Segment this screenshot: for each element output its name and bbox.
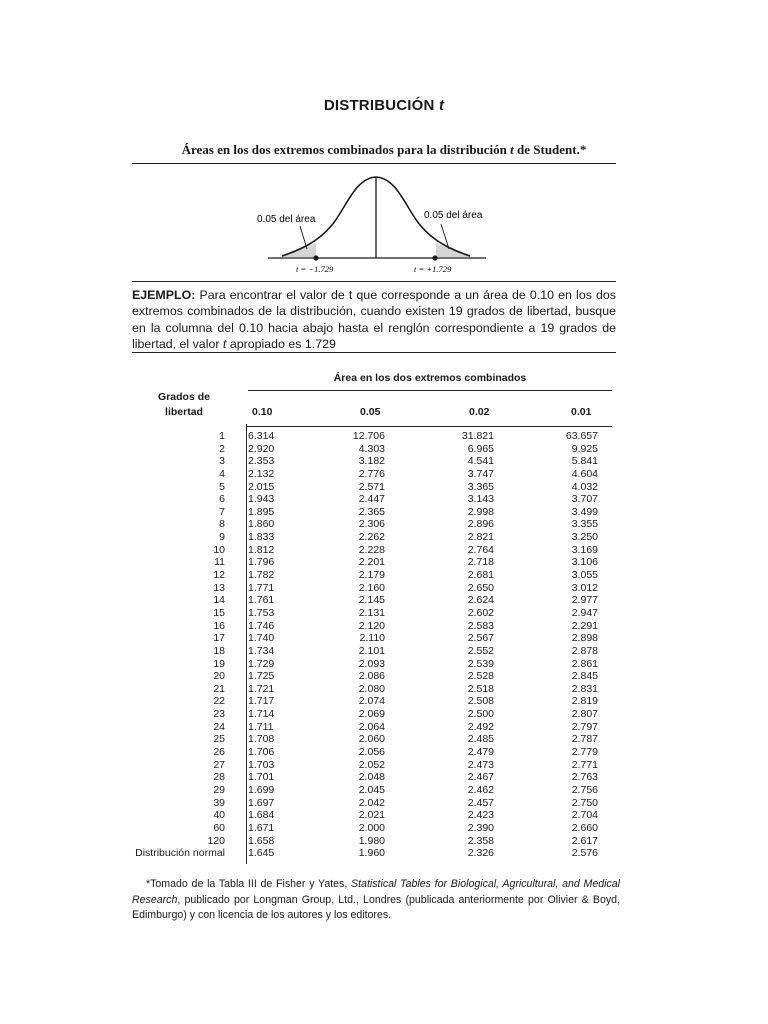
row-val-010: 1.711 [248,720,274,733]
row-val-002: 2.764 [467,543,494,556]
right-area-label: 0.05 del área [424,210,483,221]
row-val-010: 1.684 [248,809,275,822]
df-header-line2: libertad [165,406,203,418]
row-val-001: 2.831 [571,682,598,695]
row-val-005: 2.110 [359,632,385,645]
row-val-010: 1.812 [248,543,275,556]
footnote [132,877,620,924]
table-row [0,759,768,772]
row-val-005: 2.306 [358,518,385,531]
example-label: EJEMPLO: [132,288,196,302]
row-val-010: 2.353 [248,455,275,468]
row-val-005: 2.179 [358,569,385,582]
row-df: 4 [219,467,225,480]
row-df: 40 [213,809,225,822]
row-val-002: 2.492 [467,720,494,733]
row-val-002: 2.583 [467,619,494,632]
row-val-002: 2.821 [467,531,494,544]
row-val-002: 2.423 [467,809,494,822]
row-val-001: 2.617 [571,834,598,847]
t-distribution-figure [0,165,768,280]
df-header-line1: Grados de [158,391,210,403]
table-row [0,645,768,658]
row-val-010: 1.721 [248,682,275,695]
row-df: 6 [219,493,225,506]
row-val-005: 12.706 [352,430,385,442]
df-header [130,390,238,420]
row-val-001: 2.845 [571,670,598,683]
row-val-005: 2.060 [358,733,385,746]
row-val-010: 1.697 [248,796,275,809]
table-row [0,556,768,569]
row-val-010: 1.671 [248,821,275,834]
row-val-005: 2.056 [358,746,385,759]
row-val-002: 2.457 [467,796,494,809]
row-val-001: 2.763 [571,771,598,784]
row-val-005: 2.201 [358,556,385,569]
row-val-005: 2.074 [358,695,385,708]
row-val-002: 2.650 [467,581,494,594]
table-row [0,569,768,582]
t-table-body [0,430,768,860]
row-val-002: 2.528 [467,670,494,683]
row-val-005: 2.052 [358,758,385,771]
example-text-1: Para encontrar el valor de t que corresponde a un área de 0.10 en los dos extremos combinados de la distribución, cuando existen 19 grados de libertad, busque en la columna del 0.10 hacia abajo hasta el renglón correspondiente a 19 grados de libertad, el valor [132,288,616,352]
row-val-005: 2.160 [358,581,385,594]
row-val-001: 4.032 [571,480,598,493]
table-row [0,481,768,494]
row-val-010: 1.645 [248,847,275,860]
subtitle-after: de Student.* [517,142,587,157]
row-val-005: 2.021 [358,809,385,822]
example-bottom-rule [132,352,616,353]
row-val-002: 2.539 [467,657,494,670]
row-val-001: 5.841 [571,455,598,468]
title-symbol: t [438,97,445,114]
row-val-002: 2.998 [467,505,494,518]
area-header-rule [248,390,612,391]
table-row [0,443,768,456]
table-row [0,531,768,544]
col-header-002: 0.02 [469,406,490,418]
row-val-002: 31.821 [461,430,494,442]
row-df: 39 [213,796,225,809]
row-val-010: 1.734 [248,644,275,657]
right-t-label: t = +1.729 [414,264,452,274]
row-val-002: 2.896 [467,518,494,531]
row-val-001: 9.925 [571,442,598,455]
row-val-010: 1.782 [248,569,275,582]
table-row [0,746,768,759]
row-df: Distribución normal [135,847,225,860]
row-val-001: 2.787 [571,733,598,746]
row-val-010: 1.708 [248,733,275,746]
row-val-001: 4.604 [571,467,598,480]
table-header-rule [246,426,612,427]
row-val-002: 2.718 [467,556,494,569]
row-df: 20 [213,670,225,683]
row-val-010: 1.895 [248,505,275,518]
row-val-010: 2.132 [248,467,275,480]
row-val-001: 3.169 [571,543,598,556]
row-df: 10 [213,543,225,556]
row-val-002: 3.143 [467,493,494,506]
row-val-002: 2.602 [467,606,494,619]
row-df: 26 [213,746,225,759]
col-header-001: 0.01 [571,406,592,418]
table-row [0,468,768,481]
row-val-010: 2.920 [248,442,275,455]
subtitle-symbol: t [510,142,514,157]
row-val-002: 2.479 [467,746,494,759]
table-row [0,733,768,746]
row-val-005: 2.228 [358,543,385,556]
row-val-002: 4.541 [467,455,494,468]
row-val-002: 2.508 [467,695,494,708]
left-t-point [313,255,318,260]
row-val-001: 2.878 [571,644,598,657]
row-val-010: 1.729 [248,657,275,670]
row-val-002: 2.552 [467,644,494,657]
table-row [0,822,768,835]
row-val-005: 1.960 [358,847,385,860]
subtitle [0,142,768,158]
table-row [0,544,768,557]
row-val-005: 4.303 [358,442,385,455]
row-val-010: 1.714 [248,708,275,721]
table-row [0,620,768,633]
row-val-005: 2.042 [358,796,385,809]
row-val-005: 2.131 [358,606,385,619]
row-val-001: 2.756 [571,783,598,796]
row-df: 1 [219,430,225,442]
row-val-001: 2.660 [571,821,598,834]
row-val-002: 2.500 [467,708,494,721]
page-title [0,97,768,114]
table-row [0,518,768,531]
row-val-005: 2.571 [358,480,385,493]
example-symbol: t [222,337,227,352]
row-val-002: 2.473 [467,758,494,771]
table-row [0,632,768,645]
row-val-002: 2.485 [467,733,494,746]
left-area-label: 0.05 del área [257,214,316,225]
row-val-001: 2.750 [571,796,598,809]
example-top-rule [132,281,616,282]
row-val-005: 2.145 [358,594,385,607]
row-val-001: 2.977 [571,594,598,607]
row-df: 19 [213,657,225,670]
row-df: 8 [219,518,225,531]
right-t-point [432,255,437,260]
row-val-005: 3.182 [358,455,385,468]
area-header: Área en los dos extremos combinados [333,372,527,384]
table-row [0,784,768,797]
row-val-001: 3.012 [571,581,598,594]
table-row [0,721,768,734]
table-row [0,695,768,708]
example-text-2: apropiado es 1.729 [229,337,336,352]
row-val-010: 1.796 [248,556,275,569]
row-val-010: 1.699 [248,783,275,796]
table-row [0,670,768,683]
row-val-002: 2.467 [467,771,494,784]
row-val-001: 3.055 [571,569,598,582]
table-row [0,506,768,519]
table-row [0,771,768,784]
col-header-010: 0.10 [252,406,273,418]
row-df: 17 [213,632,225,645]
row-val-001: 3.499 [571,505,598,518]
row-val-005: 1.980 [358,834,385,847]
row-val-005: 2.000 [358,821,385,834]
row-df: 14 [213,594,225,607]
row-val-005: 2.080 [358,682,385,695]
row-val-002: 2.358 [467,834,494,847]
row-val-001: 2.291 [571,619,598,632]
row-val-005: 2.064 [358,720,385,733]
row-val-001: 2.819 [571,695,598,708]
row-val-010: 1.717 [248,695,275,708]
row-val-010: 2.015 [248,480,275,493]
row-val-001: 2.771 [571,758,598,771]
row-val-010: 1.833 [248,531,275,544]
table-row [0,797,768,810]
row-val-010: 1.860 [248,518,275,531]
footnote-italic: Statistical Tables for Biological, Agricultural, and Medical Research [132,878,621,906]
row-val-002: 2.326 [467,847,494,860]
table-row [0,455,768,468]
example-paragraph [132,287,616,353]
subtitle-before: Áreas en los dos extremos combinados para la distribución [181,142,507,157]
row-val-005: 2.262 [358,531,385,544]
row-val-001: 3.250 [571,531,598,544]
row-val-002: 6.965 [467,442,494,455]
row-val-001: 63.657 [565,430,598,442]
table-row [0,582,768,595]
table-row [0,847,768,860]
row-val-005: 2.086 [358,670,385,683]
row-val-010: 1.943 [248,493,275,506]
row-val-010: 1.658 [248,834,275,847]
row-val-010: 6.314 [248,430,275,442]
row-df: 9 [219,531,225,544]
row-val-002: 2.462 [467,783,494,796]
table-row [0,493,768,506]
row-val-001: 2.807 [571,708,598,721]
left-pointer [300,226,307,249]
row-df: 23 [213,708,225,721]
footnote-part1: *Tomado de la Tabla III de Fisher y Yates, [146,878,348,890]
table-row [0,683,768,696]
row-val-001: 2.861 [571,657,598,670]
row-df: 15 [213,606,225,619]
col-header-005: 0.05 [360,406,381,418]
row-df: 3 [219,455,225,468]
table-row [0,430,768,443]
row-df: 24 [213,720,225,733]
row-df: 28 [213,771,225,784]
table-row [0,594,768,607]
row-val-002: 3.747 [467,467,494,480]
row-df: 21 [213,682,225,695]
row-val-010: 1.725 [248,670,275,683]
row-val-002: 2.681 [467,569,494,582]
row-df: 7 [219,505,225,518]
row-val-002: 2.518 [467,682,494,695]
row-val-001: 2.779 [571,746,598,759]
row-val-010: 1.701 [248,771,275,784]
row-val-005: 2.120 [358,619,385,632]
row-val-005: 2.045 [358,783,385,796]
row-val-001: 3.106 [571,556,598,569]
row-val-010: 1.703 [248,758,275,771]
row-df: 13 [213,581,225,594]
row-val-002: 2.390 [467,821,494,834]
row-val-010: 1.761 [248,594,275,607]
row-df: 16 [213,619,225,632]
row-val-005: 2.048 [358,771,385,784]
row-df: 60 [213,821,225,834]
row-val-002: 3.365 [467,480,494,493]
row-val-001: 2.947 [571,606,598,619]
row-val-005: 2.365 [358,505,385,518]
row-val-010: 1.706 [248,746,275,759]
row-df: 120 [207,834,225,847]
row-df: 18 [213,644,225,657]
row-df: 11 [214,556,225,569]
row-val-001: 2.704 [571,809,598,822]
row-df: 25 [213,733,225,746]
row-val-005: 2.069 [358,708,385,721]
row-val-001: 2.576 [571,847,598,860]
row-df: 12 [213,569,225,582]
top-rule [132,163,616,164]
row-val-002: 2.567 [467,632,494,645]
row-val-001: 2.797 [571,720,598,733]
table-row [0,809,768,822]
table-row [0,607,768,620]
row-val-001: 2.898 [571,632,598,645]
table-row [0,708,768,721]
row-val-005: 2.093 [358,657,385,670]
table-row [0,658,768,671]
row-val-001: 3.355 [571,518,598,531]
row-val-001: 3.707 [571,493,598,506]
row-df: 22 [213,695,225,708]
row-df: 2 [219,442,225,455]
row-val-005: 2.776 [358,467,385,480]
row-val-010: 1.740 [248,632,275,645]
footnote-part2: , publicado por Longman Group, Ltd., Londres (publicada anteriormente por Olivier & Boyd, Edimburgo) y con licencia de los autores y los editores. [132,893,620,921]
row-df: 29 [213,783,225,796]
row-val-005: 2.447 [358,493,385,506]
left-t-label: t = −1.729 [296,264,334,274]
table-row [0,835,768,848]
row-val-010: 1.746 [248,619,275,632]
row-val-010: 1.771 [248,581,275,594]
row-val-002: 2.624 [467,594,494,607]
title-text: DISTRIBUCIÓN [323,97,435,114]
row-df: 5 [219,480,225,493]
row-val-005: 2.101 [358,644,385,657]
row-df: 27 [213,758,225,771]
row-val-010: 1.753 [248,606,275,619]
